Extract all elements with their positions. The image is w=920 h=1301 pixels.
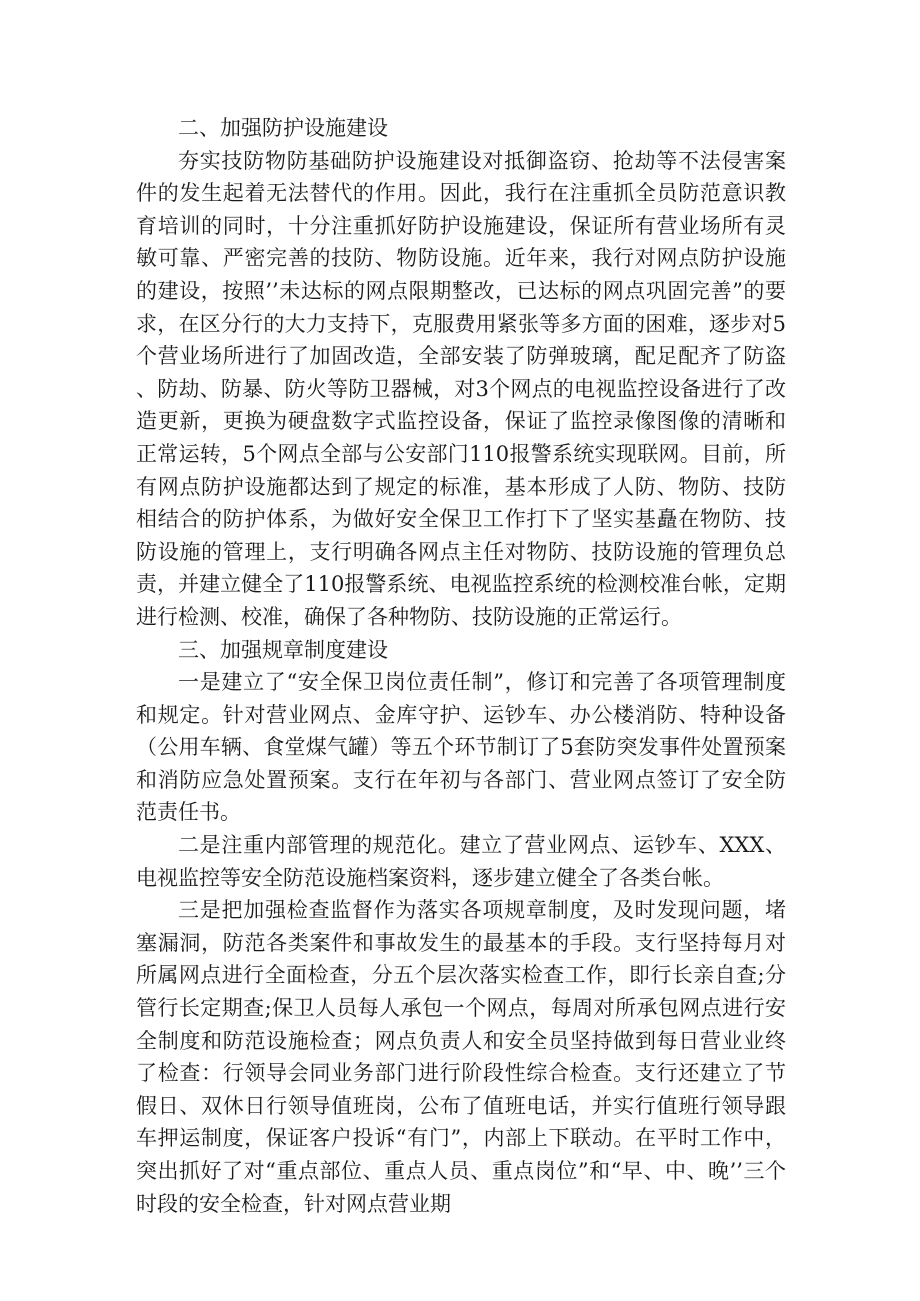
paragraph-responsibility-system: 一是建立了“安全保卫岗位责任制”，修订和完善了各项管理制度和规定。针对营业网点、金库守护、运钞车、办公楼消防、特种设备（公用车辆、食堂煤气罐）等五个环节制订了5套防突发事件处置预案和消防应急处置预案。支行在年初与各部门、营业网点签订了安全防范责任书。: [136, 670, 786, 825]
paragraph-inspection-supervision: 三是把加强检查监督作为落实各项规章制度，及时发现问题，堵塞漏洞，防范各类案件和事故发生的最基本的手段。支行坚持每月对所属网点进行全面检查，分五个层次落实检查工作，即行长亲自查;分管行长定期查;保卫人员每人承包一个网点，每周对所承包网点进行安全制度和防范设施检查；网点负责人和安全员坚持做到每日营业业终了检查：行领导会同业务部门进行阶段性综合检查。支行还建立了节假日、双休日行领导值班岗，公布了值班电话，并实行值班行领导跟车押运制度，保证客户投诉“有门”，内部上下联动。在平时工作中，突出抓好了对“重点部位、重点人员、重点岗位”和“早、中、晚’’三个时段的安全检查，针对网点营业期: [136, 898, 786, 1216]
section-heading-protection-facilities: 二、加强防护设施建设: [178, 116, 388, 140]
document-body: [136, 112, 786, 1220]
section-heading-rules-regulations: 三、加强规章制度建设: [178, 637, 388, 662]
paragraph-internal-management: 二是注重内部管理的规范化。建立了营业网点、运钞车、XXX、电视监控等安全防范设施档案资料，逐步建立健全了各类台帐。: [136, 833, 786, 890]
paragraph-protection-facilities: 夯实技防物防基础防护设施建设对抵御盗窃、抢劫等不法侵害案件的发生起着无法替代的作用。因此，我行在注重抓全员防范意识教育培训的同时，十分注重抓好防护设施建设，保证所有营业场所有灵敏可靠、严密完善的技防、物防设施。近年来，我行对网点防护设施的建设，按照’’未达标的网点限期整改，已达标的网点巩固完善”的要求，在区分行的大力支持下，克服费用紧张等多方面的困难，逐步对5个营业场所进行了加固改造，全部安装了防弹玻璃，配足配齐了防盗、防劫、防暴、防火等防卫器械，对3个网点的电视监控设备进行了改造更新，更换为硬盘数字式监控设备，保证了监控录像图像的清晰和正常运转，5个网点全部与公安部门110报警系统实现联网。目前，所有网点防护设施都达到了规定的标准，基本形成了人防、物防、技防相结合的防护体系，为做好安全保卫工作打下了坚实基矗在物防、技防设施的管理上，支行明确各网点主任对物防、技防设施的管理负总责，并建立健全了110报警系统、电视监控系统的检测校准台帐，定期进行检测、校准，确保了各种物防、技防设施的正常运行。: [136, 148, 786, 629]
